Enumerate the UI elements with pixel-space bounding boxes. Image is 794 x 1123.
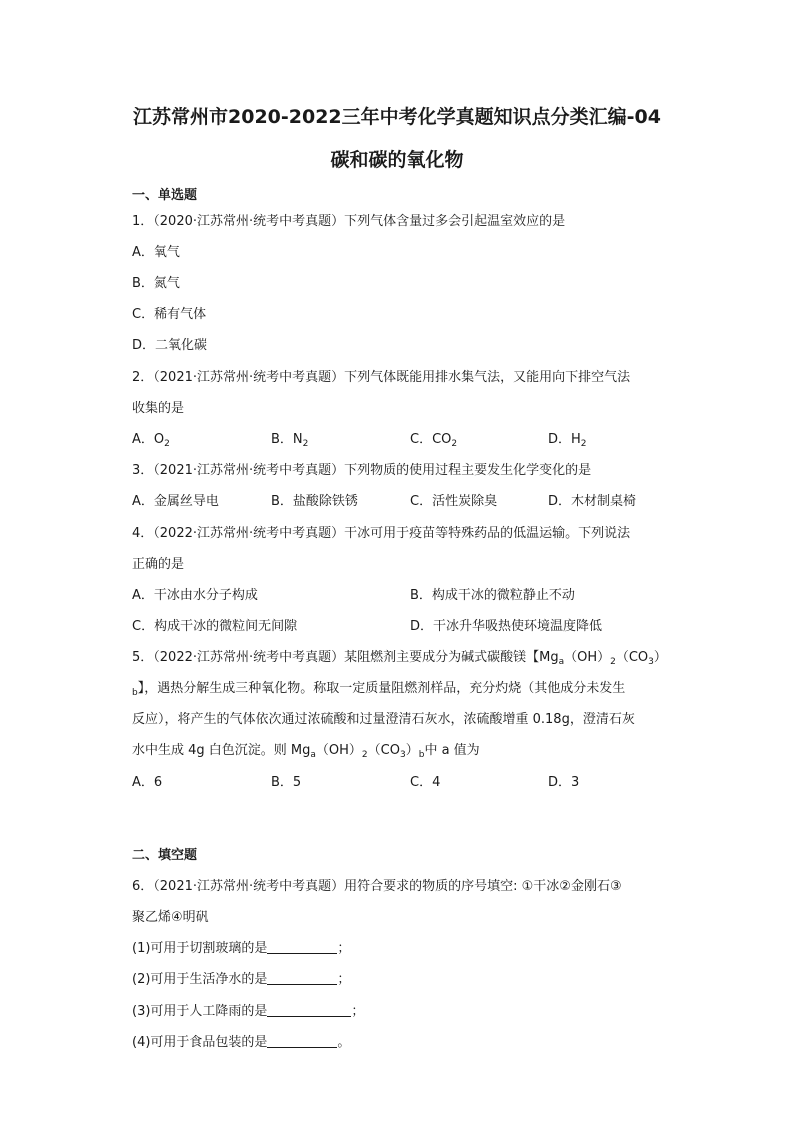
q2-option-b: B．$N_2$ [271, 432, 309, 449]
q2-option-a: A．$O_2$ [132, 432, 170, 449]
q6-part2: (2)可用于生活净水的是 ； [132, 972, 351, 987]
q3-option-b: B．盐酸除铁锈 [271, 494, 358, 509]
section-heading-fill-blank: 二、填空题 [132, 848, 198, 863]
q3-option-c: C．活性炭除臭 [410, 494, 498, 509]
q6-part4: (4)可用于食品包装的是 。 [132, 1035, 351, 1050]
q4-stem-line2: 正确的是 [132, 557, 185, 572]
q4-option-b: B．构成干冰的微粒静止不动 [410, 588, 575, 603]
q2-option-d: D．$H_2$ [548, 432, 587, 449]
q5-stem-line1: 5．（2022·江苏常州·统考中考真题）某阻燃剂主要成分为碱式碳酸镁【$Mg_a(OH)_2(CO_3)$ [132, 650, 667, 667]
q4-option-a: A．干冰由水分子构成 [132, 588, 258, 603]
q3-option-d: D．木材制桌椅 [548, 494, 637, 509]
q6-part2-answer-blank[interactable] [267, 972, 337, 985]
q3-stem: 3．（2021·江苏常州·统考中考真题）下列物质的使用过程主要发生化学变化的是 [132, 463, 592, 478]
q6-stem-line1: 6．（2021·江苏常州·统考中考真题）用符合要求的物质的序号填空: ①干冰②金刚石③ [132, 879, 622, 894]
q3-option-a: A．金属丝导电 [132, 494, 219, 509]
doc-title-line2: 碳和碳的氧化物 [330, 149, 464, 171]
q1-option-a: A．氧气 [132, 245, 180, 260]
q4-option-d: D．干冰升华吸热使环境温度降低 [410, 619, 603, 634]
q1-stem: 1．（2020·江苏常州·统考中考真题）下列气体含量过多会引起温室效应的是 [132, 214, 566, 229]
q6-part4-answer-blank[interactable] [267, 1035, 337, 1048]
q1-option-c: C．稀有气体 [132, 307, 207, 322]
q4-stem-line1: 4．（2022·江苏常州·统考中考真题）干冰可用于疫苗等特殊药品的低温运输。下列说法 [132, 526, 631, 541]
q5-stem-line2: $_b$】，遇热分解生成三种氧化物。称取一定质量阻燃剂样品，充分灼烧（其他成分未发生 [132, 681, 626, 698]
q5-option-d: D．3 [548, 775, 580, 790]
q2-stem-line1: 2．（2021·江苏常州·统考中考真题）下列气体既能用排水集气法，又能用向下排空气法 [132, 370, 631, 385]
q1-option-d: D．二氧化碳 [132, 338, 208, 353]
q5-option-b: B．5 [271, 775, 302, 790]
q4-option-c: C．构成干冰的微粒间无间隙 [132, 619, 298, 634]
q6-part1-answer-blank[interactable] [267, 941, 337, 954]
q5-stem-line3: 反应），将产生的气体依次通过浓硫酸和过量澄清石灰水，浓硫酸增重 0.18g，澄清石灰 [132, 712, 635, 727]
q5-option-c: C．4 [410, 775, 441, 790]
q6-stem-line2: 聚乙烯④明矾 [132, 910, 209, 925]
q2-option-c: C．$CO_2$ [410, 432, 458, 449]
q1-option-b: B．氮气 [132, 276, 180, 291]
doc-title-line1: 江苏常州市2020-2022三年中考化学真题知识点分类汇编-04 [133, 106, 661, 128]
q5-stem-line4: 水中生成 4g 白色沉淀。则 $Mg_a(OH)_2(CO_3)_b$中 a 值为 [132, 743, 480, 760]
q2-stem-line2: 收集的是 [132, 401, 185, 416]
section-heading-single-choice: 一、单选题 [132, 188, 198, 203]
q5-option-a: A．6 [132, 775, 163, 790]
q6-part3-answer-blank[interactable] [267, 1004, 351, 1017]
q6-part1: (1)可用于切割玻璃的是 ； [132, 941, 351, 956]
q6-part3: (3)可用于人工降雨的是 ； [132, 1004, 365, 1019]
